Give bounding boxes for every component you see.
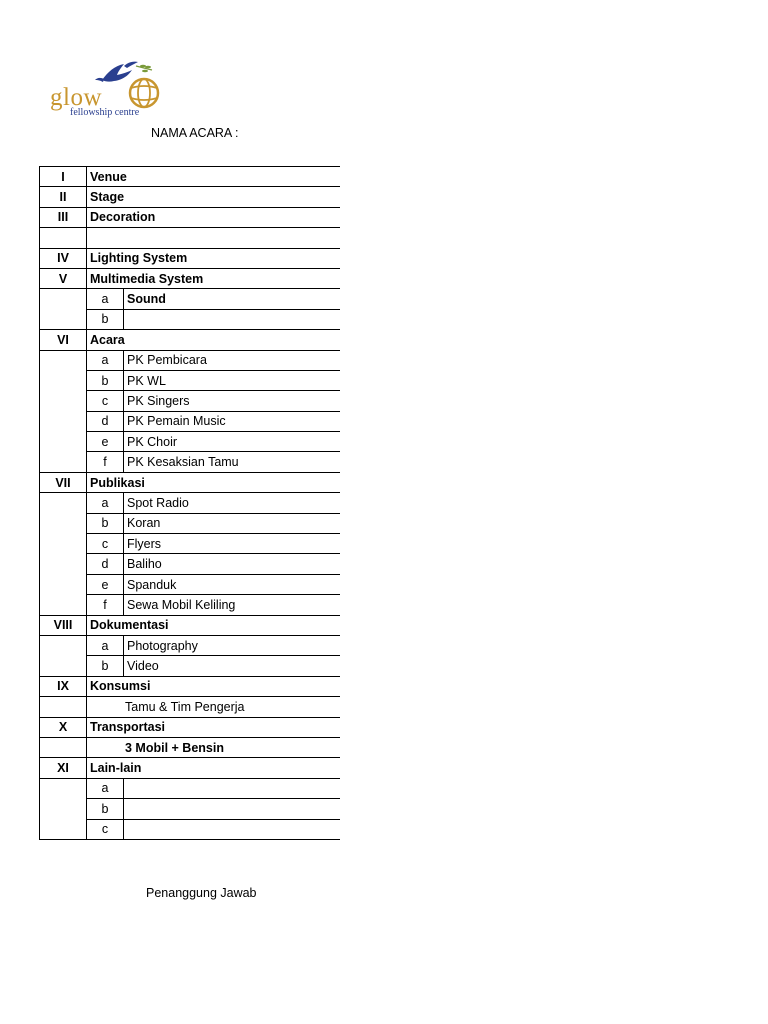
section-number: IV [40, 248, 87, 268]
item-text: Video [124, 656, 340, 676]
section-spacer-cell [40, 778, 87, 839]
item-text: Spanduk [124, 574, 340, 594]
item-letter: f [87, 452, 124, 472]
item-letter: a [87, 635, 124, 655]
section-number: VIII [40, 615, 87, 635]
item-text: Tamu & Tim Pengerja [87, 697, 340, 717]
section-row [40, 268, 340, 288]
section-title: Multimedia System [87, 268, 340, 288]
section-row [40, 330, 340, 350]
item-text: 3 Mobil + Bensin [87, 737, 340, 757]
item-letter: b [87, 513, 124, 533]
item-letter: f [87, 595, 124, 615]
section-title: Dokumentasi [87, 615, 340, 635]
item-letter: a [87, 289, 124, 309]
section-number: III [40, 207, 87, 227]
section-spacer-cell [40, 635, 87, 676]
item-row [40, 635, 340, 655]
section-spacer-cell [40, 228, 87, 248]
section-number: XI [40, 758, 87, 778]
section-row [40, 207, 340, 227]
section-spacer-cell [40, 493, 87, 615]
item-letter: b [87, 370, 124, 390]
item-text: Flyers [124, 534, 340, 554]
event-name-label: NAMA ACARA : [151, 126, 239, 140]
responsible-person-label: Penanggung Jawab [146, 886, 257, 900]
section-row [40, 717, 340, 737]
section-title: Stage [87, 187, 340, 207]
logo-subtitle: fellowship centre [70, 107, 140, 118]
section-title: Acara [87, 330, 340, 350]
section-number: VII [40, 472, 87, 492]
item-letter: d [87, 411, 124, 431]
event-checklist-table [39, 166, 340, 840]
section-row [40, 187, 340, 207]
section-title: Decoration [87, 207, 340, 227]
item-text: Koran [124, 513, 340, 533]
item-letter: c [87, 534, 124, 554]
item-text: PK Singers [124, 391, 340, 411]
section-number: IX [40, 676, 87, 696]
section-title: Lighting System [87, 248, 340, 268]
item-text [124, 819, 340, 839]
item-text [124, 778, 340, 798]
item-letter: c [87, 819, 124, 839]
section-spacer-cell [40, 737, 87, 757]
section-title: Transportasi [87, 717, 340, 737]
section-row [40, 472, 340, 492]
section-title: Publikasi [87, 472, 340, 492]
item-row [40, 289, 340, 309]
section-title: Konsumsi [87, 676, 340, 696]
item-text: PK WL [124, 370, 340, 390]
item-text: Sewa Mobil Keliling [124, 595, 340, 615]
item-letter: b [87, 656, 124, 676]
item-text: PK Pemain Music [124, 411, 340, 431]
section-row [40, 758, 340, 778]
item-letter: e [87, 574, 124, 594]
item-letter: a [87, 778, 124, 798]
section-spacer-cell [40, 697, 87, 717]
item-text [124, 309, 340, 329]
item-row [40, 228, 340, 248]
section-number: I [40, 167, 87, 187]
section-row [40, 248, 340, 268]
item-text [124, 799, 340, 819]
section-row [40, 167, 340, 187]
item-row [40, 350, 340, 370]
item-text: Sound [124, 289, 340, 309]
item-text: PK Choir [124, 432, 340, 452]
section-spacer-cell [40, 350, 87, 472]
section-number: II [40, 187, 87, 207]
section-title: Venue [87, 167, 340, 187]
item-text: PK Pembicara [124, 350, 340, 370]
section-title: Lain-lain [87, 758, 340, 778]
item-text: Baliho [124, 554, 340, 574]
item-letter: c [87, 391, 124, 411]
section-number: X [40, 717, 87, 737]
item-row [40, 493, 340, 513]
item-row [40, 697, 340, 717]
section-row [40, 676, 340, 696]
item-letter: e [87, 432, 124, 452]
item-text: Photography [124, 635, 340, 655]
item-row [40, 778, 340, 798]
item-letter: d [87, 554, 124, 574]
section-spacer-cell [40, 289, 87, 330]
item-text [87, 228, 340, 248]
logo-wordmark: glow [50, 84, 102, 111]
section-number: VI [40, 330, 87, 350]
item-text: PK Kesaksian Tamu [124, 452, 340, 472]
item-letter: a [87, 493, 124, 513]
glow-logo [48, 58, 172, 122]
item-letter: a [87, 350, 124, 370]
item-text: Spot Radio [124, 493, 340, 513]
section-number: V [40, 268, 87, 288]
item-row [40, 737, 340, 757]
section-row [40, 615, 340, 635]
item-letter: b [87, 309, 124, 329]
item-letter: b [87, 799, 124, 819]
